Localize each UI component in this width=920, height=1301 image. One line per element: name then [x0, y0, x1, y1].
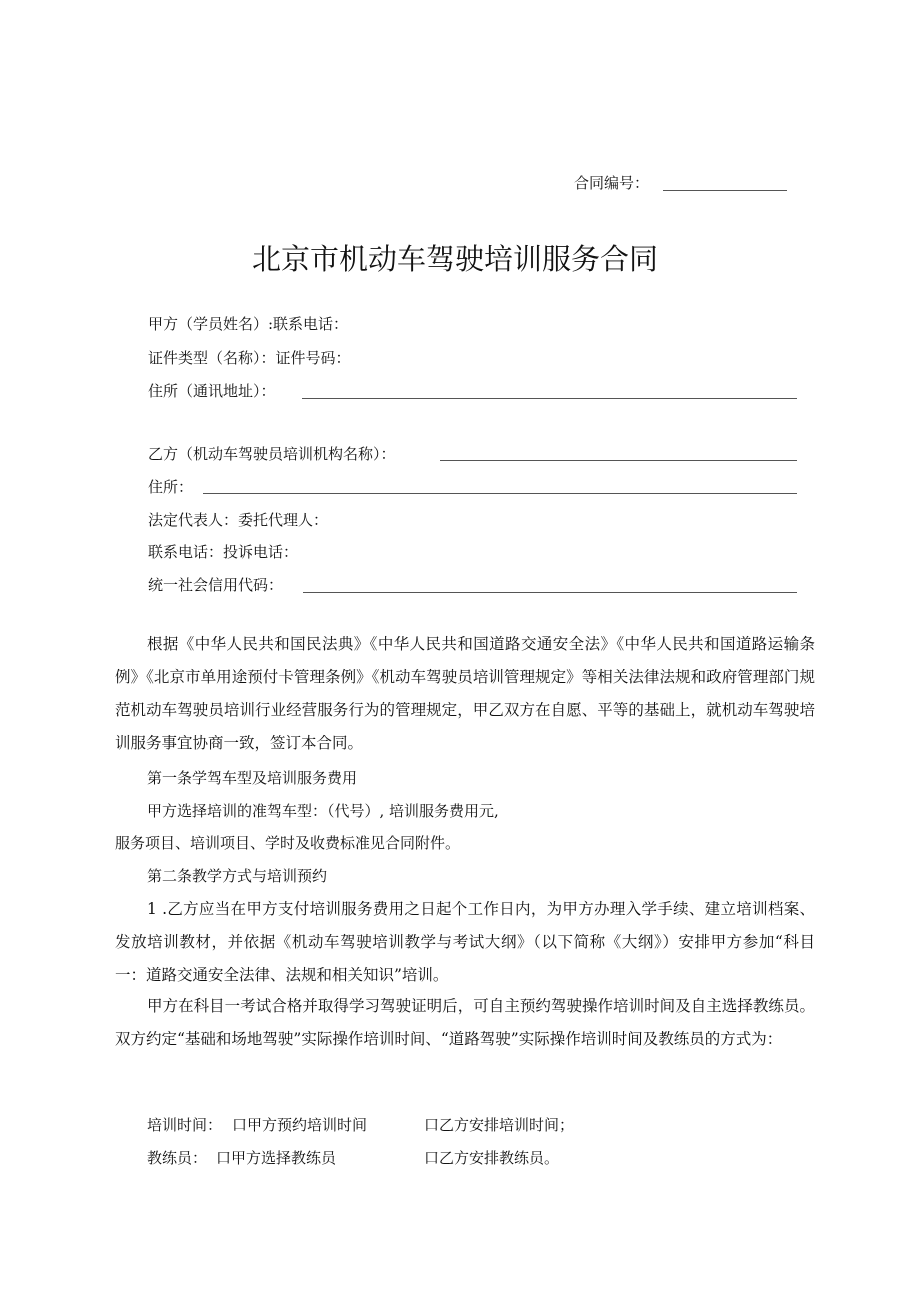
party-b-address-field[interactable] — [203, 493, 797, 494]
time-option-b[interactable] — [424, 1114, 574, 1135]
checkbox-icon[interactable]: 口 — [424, 1116, 440, 1134]
article2-item2 — [115, 990, 815, 1056]
checkbox-icon[interactable]: 口 — [216, 1149, 232, 1167]
article1-line1: 甲方选择培训的准驾车型：（代号）, 培训服务费用元, — [147, 802, 499, 820]
coach-option-a[interactable] — [216, 1147, 336, 1168]
article2-item1 — [115, 893, 815, 992]
article2-item2-text: 甲方在科目一考试合格并取得学习驾驶证明后，可自主预约驾驶操作培训时间及自主选择教练员。双方约定“基础和场地驾驶”实际操作培训时间、“道路驾驶”实际操作培训时间及教练员的方式为： — [115, 997, 815, 1048]
coach-option-a-label: 甲方选择教练员 — [231, 1149, 337, 1167]
party-b-address-label: 住所： — [148, 478, 194, 496]
party-b-name-field[interactable] — [440, 460, 797, 461]
checkbox-icon[interactable]: 口 — [424, 1149, 440, 1167]
contract-number-field[interactable] — [663, 190, 787, 191]
party-a-address-field[interactable] — [302, 398, 797, 399]
preamble — [115, 628, 815, 760]
article1-heading: 第一条学驾车型及培训服务费用 — [147, 769, 358, 787]
article2-heading: 第二条教学方式与培训预约 — [147, 867, 328, 885]
time-option-b-label: 乙方安排培训时间； — [439, 1116, 575, 1134]
party-b-name-label: 乙方（机动车驾驶员培训机构名称）： — [148, 445, 396, 463]
page-title: 北京市机动车驾驶培训服务合同 — [252, 242, 659, 276]
party-b-credit-code-label: 统一社会信用代码： — [148, 576, 284, 594]
coach-option-b-label: 乙方安排教练员。 — [439, 1149, 560, 1167]
party-a-id: 证件类型（名称）：证件号码： — [148, 349, 351, 367]
preamble-text: 根据《中华人民共和国民法典》《中华人民共和国道路交通安全法》《中华人民共和国道路运输条例》《北京市单用途预付卡管理条例》《机动车驾驶员培训管理规定》等相关法律法规和政府管理部门规范机动车驾驶员培训行业经营服务行为的管理规定，甲乙双方在自愿、平等的基础上，就机动车驾驶培训服务事宜协商一致，签订本合同。 — [115, 635, 815, 752]
article2-item1-text: 1 .乙方应当在甲方支付培训服务费用之日起个工作日内，为甲方办理入学手续、建立培训档案、发放培训教材，并依据《机动车驾驶培训教学与考试大纲》（以下简称《大纲》）安排甲方参加“科目一：道路交通安全法律、法规和相关知识”培训。 — [115, 900, 815, 984]
time-option-a-label: 甲方预约培训时间 — [247, 1116, 368, 1134]
party-a-address-label: 住所（通讯地址）： — [148, 382, 276, 400]
party-b-phones: 联系电话：投诉电话： — [148, 543, 299, 561]
time-option-a[interactable] — [232, 1114, 367, 1135]
checkbox-icon[interactable]: 口 — [232, 1116, 248, 1134]
party-b-credit-code-field[interactable] — [303, 592, 797, 593]
article1-line2: 服务项目、培训项目、学时及收费标准见合同附件。 — [115, 834, 461, 852]
contract-number-label: 合同编号： — [574, 174, 650, 192]
training-time-label: 培训时间： — [147, 1116, 223, 1134]
coach-option-b[interactable] — [424, 1147, 559, 1168]
party-a-name-phone: 甲方（学员姓名）:联系电话： — [148, 315, 349, 333]
party-b-representative: 法定代表人：委托代理人： — [148, 511, 329, 529]
coach-label: 教练员： — [147, 1149, 208, 1167]
